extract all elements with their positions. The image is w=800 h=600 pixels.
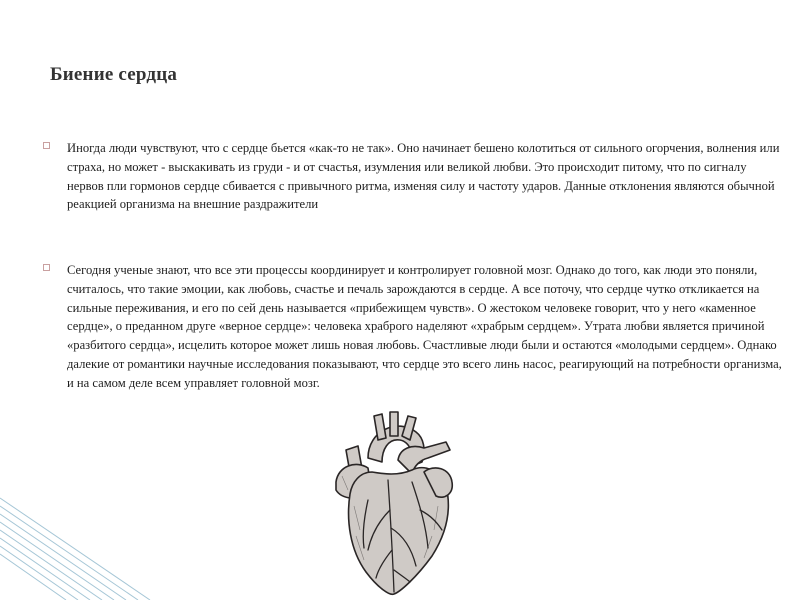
- bullet-square-icon: [43, 142, 50, 149]
- paragraph-1: [43, 139, 783, 214]
- paragraph-text: Иногда люди чувствуют, что с сердце бьется «как-то не так». Оно начинает бешено колотиться от сильного огорчения, волнения или страха, но может - выскакивать из груди - и от счастья, изумления или великой любви. Это происходит питому, что по сигналу нервов пли гормонов сердце сбивается с привычного ритма, изменяя силу и частоту ударов. Данные отклонения являются обычной реакцией организма на внешние раздражители: [67, 141, 780, 212]
- paragraph-2: [43, 261, 783, 393]
- corner-lines-decoration: [0, 490, 160, 600]
- anatomical-heart-illustration: [328, 410, 458, 600]
- paragraph-text: Сегодня ученые знают, что все эти процессы координирует и контролирует головной мозг. Однако до того, как люди это поняли, считалось, что такие эмоции, как любовь, счастье и печаль зарождаются в сердце. А все поточу, что сердце чутко откликается на сильные переживания, и его по сей день называется «прибежищем чувств». О жестоком человеке говорит, что у него «каменное сердце», о преданном друге «верное сердце»: человека храброго наделяют «храбрым сердцем». Утрата любви является причиной «разбитого сердца», исцелить которое может лишь новая любовь. Счастливые люди были и остаются «молодыми сердцем». Однако далекие от романтики научные исследования показывают, что сердце это всего линь насос, реагирующий на потребности организма, и на самом деле всем управляет головной мозг.: [67, 263, 782, 390]
- slide-title: Биение сердца: [50, 64, 178, 85]
- bullet-square-icon: [43, 264, 50, 271]
